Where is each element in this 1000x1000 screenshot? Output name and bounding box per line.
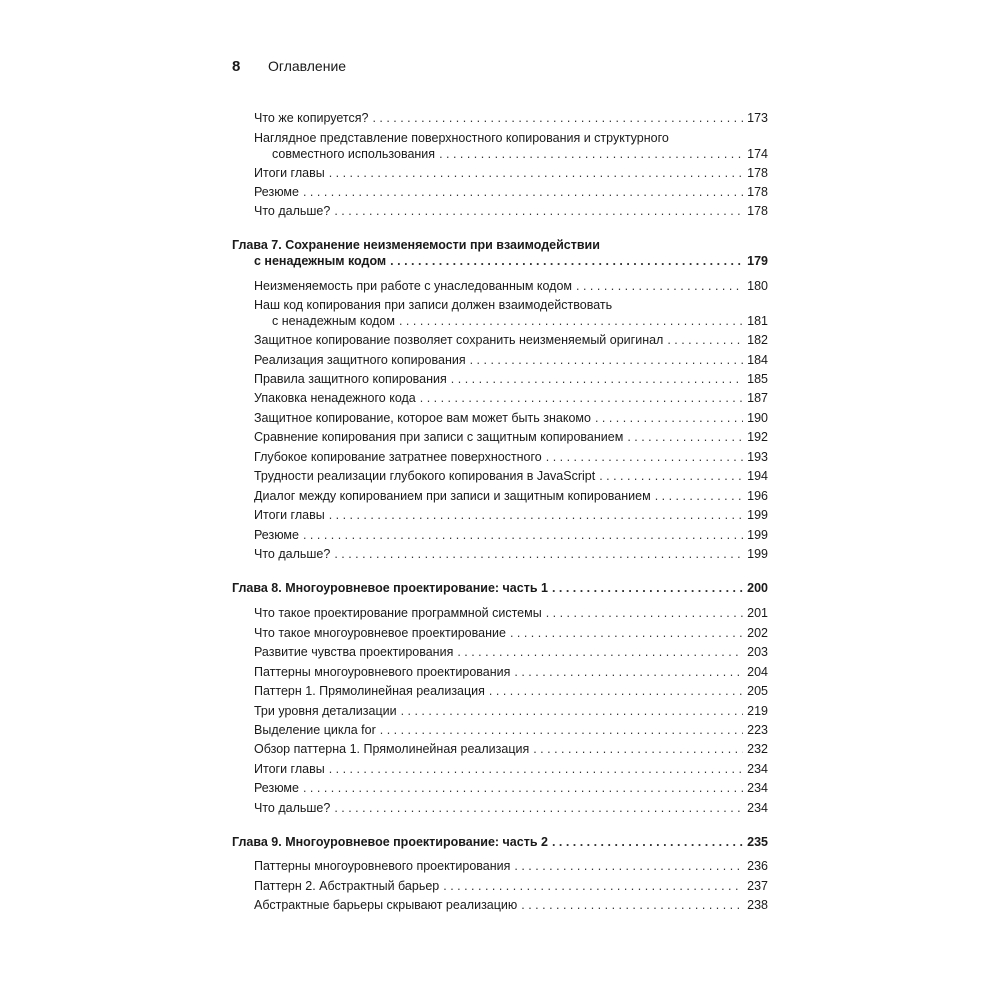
toc-entry-title: Паттерны многоуровневого проектирования	[254, 859, 511, 873]
toc-entry-title: Что дальше?	[254, 204, 331, 218]
toc-section-entry	[254, 165, 768, 181]
toc-entry-title: Сравнение копирования при записи с защитным копированием	[254, 430, 624, 444]
dot-leader	[372, 110, 743, 126]
toc-entry-page: 193	[747, 450, 768, 464]
dot-leader	[334, 203, 743, 219]
dot-leader	[420, 390, 743, 406]
toc-section-entry	[254, 703, 768, 719]
toc-entry-page: 199	[747, 528, 768, 542]
toc-chapter-entry	[232, 237, 768, 269]
toc-entry-page: 173	[747, 111, 768, 125]
toc-entry-page: 174	[747, 147, 768, 161]
dot-leader	[599, 468, 743, 484]
toc-entry-title: Итоги главы	[254, 508, 325, 522]
dot-leader	[329, 507, 743, 523]
toc-section-entry	[254, 184, 768, 200]
toc-entry-title: Защитное копирование, которое вам может быть знакомо	[254, 411, 591, 425]
toc-entry-title: Итоги главы	[254, 166, 325, 180]
dot-leader	[627, 429, 743, 445]
toc-entry-title: Трудности реализации глубокого копирования в JavaScript	[254, 469, 596, 483]
dot-leader	[401, 703, 744, 719]
toc-section-entry	[254, 203, 768, 219]
toc-entry-page: 203	[747, 645, 768, 659]
toc-section-entry	[254, 130, 768, 162]
toc-entry-title-line1: Глава 7. Сохранение неизменяемости при взаимодействии	[232, 238, 600, 252]
toc-entry-page: 200	[747, 581, 768, 595]
toc-entry-title: Упаковка ненадежного кода	[254, 391, 416, 405]
dot-leader	[510, 625, 743, 641]
dot-leader	[303, 780, 743, 796]
dot-leader	[552, 580, 743, 596]
toc-section-entry	[254, 371, 768, 387]
toc-entry-page: 185	[747, 372, 768, 386]
toc-entry-page: 192	[747, 430, 768, 444]
toc-entry-page: 179	[747, 254, 768, 268]
toc-entry-title: Что дальше?	[254, 801, 331, 815]
toc-entry-title-line1: Наш код копирования при записи должен взаимодействовать	[254, 298, 613, 312]
toc-section-entry	[254, 858, 768, 874]
toc-entry-title: с ненадежным кодом	[272, 314, 395, 328]
toc-entry-page: 204	[747, 665, 768, 679]
dot-leader	[576, 278, 743, 294]
toc-entry-title: Защитное копирование позволяет сохранить неизменяемый оригинал	[254, 333, 664, 347]
toc-entry-title: Глава 8. Многоуровневое проектирование: часть 1	[232, 581, 548, 595]
toc-entry-title: Резюме	[254, 185, 299, 199]
dot-leader	[533, 741, 743, 757]
toc-entry-page: 232	[747, 742, 768, 756]
dot-leader	[655, 488, 743, 504]
toc-entry-page: 234	[747, 801, 768, 815]
toc-entry-page: 202	[747, 626, 768, 640]
toc-section-entry	[254, 878, 768, 894]
toc-entry-title: Паттерн 2. Абстрактный барьер	[254, 879, 440, 893]
dot-leader	[514, 858, 743, 874]
toc-chapter-entry	[232, 580, 768, 596]
toc-entry-title: Резюме	[254, 528, 299, 542]
dot-leader	[303, 184, 743, 200]
toc-entry-title: Развитие чувства проектирования	[254, 645, 454, 659]
toc-entry-page: 237	[747, 879, 768, 893]
toc-chapter-entry	[232, 834, 768, 850]
toc-entry-page: 236	[747, 859, 768, 873]
toc-entry-title: Паттерн 1. Прямолинейная реализация	[254, 684, 485, 698]
toc-section-entry	[254, 625, 768, 641]
toc-section-entry	[254, 683, 768, 699]
dot-leader	[552, 834, 743, 850]
page-number: 8	[232, 58, 241, 75]
toc-section-entry	[254, 352, 768, 368]
dot-leader	[546, 605, 743, 621]
toc-entry-page: 201	[747, 606, 768, 620]
toc-entry-page: 234	[747, 762, 768, 776]
toc-section-entry	[254, 780, 768, 796]
toc-section-entry	[254, 761, 768, 777]
toc-entry-page: 184	[747, 353, 768, 367]
toc-entry-title: Реализация защитного копирования	[254, 353, 466, 367]
toc-section-entry	[254, 488, 768, 504]
dot-leader	[380, 722, 743, 738]
toc-section-entry	[254, 390, 768, 406]
toc-entry-page: 238	[747, 898, 768, 912]
dot-leader	[521, 897, 743, 913]
toc-section-entry	[254, 644, 768, 660]
toc-entry-title: с ненадежным кодом	[254, 254, 387, 268]
dot-leader	[595, 410, 743, 426]
dot-leader	[470, 352, 744, 368]
toc-section-entry	[254, 332, 768, 348]
toc-section-entry	[254, 449, 768, 465]
toc-entry-page: 178	[747, 185, 768, 199]
dot-leader	[334, 546, 743, 562]
toc-entry-title: Резюме	[254, 781, 299, 795]
toc-section-entry	[254, 429, 768, 445]
toc-entry-page: 219	[747, 704, 768, 718]
dot-leader	[329, 165, 743, 181]
toc-entry-page: 190	[747, 411, 768, 425]
toc-section-entry	[254, 507, 768, 523]
toc-entry-title: Паттерны многоуровневого проектирования	[254, 665, 511, 679]
toc-section-entry	[254, 722, 768, 738]
toc-entry-title: Глубокое копирование затратнее поверхностного	[254, 450, 542, 464]
toc-section-entry	[254, 110, 768, 126]
dot-leader	[399, 313, 743, 329]
dot-leader	[439, 146, 743, 162]
toc-entry-title-line1: Наглядное представление поверхностного копирования и структурного	[254, 131, 669, 145]
toc-section-entry	[254, 297, 768, 329]
toc-entry-title: Абстрактные барьеры скрывают реализацию	[254, 898, 518, 912]
toc-entry-title: Три уровня детализации	[254, 704, 397, 718]
toc-entry-page: 180	[747, 279, 768, 293]
toc-entry-title: Выделение цикла for	[254, 723, 376, 737]
toc-entry-page: 187	[747, 391, 768, 405]
toc-entry-title: Неизменяемость при работе с унаследованным кодом	[254, 279, 573, 293]
dot-leader	[667, 332, 743, 348]
toc-entry-page: 194	[747, 469, 768, 483]
toc-entry-page: 223	[747, 723, 768, 737]
toc-entry-page: 178	[747, 166, 768, 180]
toc-entry-page: 199	[747, 547, 768, 561]
toc-entry-page: 235	[747, 835, 768, 849]
toc-section-entry	[254, 527, 768, 543]
toc-entry-title: Что такое проектирование программной системы	[254, 606, 542, 620]
toc-section-entry	[254, 410, 768, 426]
dot-leader	[303, 527, 743, 543]
dot-leader	[457, 644, 743, 660]
toc-section-entry	[254, 664, 768, 680]
dot-leader	[546, 449, 743, 465]
toc-entry-page: 196	[747, 489, 768, 503]
dot-leader	[514, 664, 743, 680]
toc-entry-title: Диалог между копированием при записи и защитным копированием	[254, 489, 651, 503]
toc-entry-page: 181	[747, 314, 768, 328]
header-title: Оглавление	[268, 58, 347, 74]
dot-leader	[390, 253, 743, 269]
toc-entry-title: Глава 9. Многоуровневое проектирование: часть 2	[232, 835, 548, 849]
toc-entry-title: Правила защитного копирования	[254, 372, 447, 386]
toc-section-entry	[254, 800, 768, 816]
toc-section-entry	[254, 468, 768, 484]
toc-section-entry	[254, 278, 768, 294]
toc-entry-page: 205	[747, 684, 768, 698]
toc-entry-page: 182	[747, 333, 768, 347]
toc-section-entry	[254, 605, 768, 621]
dot-leader	[489, 683, 743, 699]
dot-leader	[334, 800, 743, 816]
toc-entry-title: совместного использования	[272, 147, 436, 161]
toc-entry-page: 234	[747, 781, 768, 795]
dot-leader	[451, 371, 743, 387]
toc-entry-title: Итоги главы	[254, 762, 325, 776]
toc-section-entry	[254, 546, 768, 562]
toc-section-entry	[254, 897, 768, 913]
toc-section-entry	[254, 741, 768, 757]
toc-entry-title: Что же копируется?	[254, 111, 369, 125]
toc-entry-page: 199	[747, 508, 768, 522]
toc-entry-page: 178	[747, 204, 768, 218]
dot-leader	[443, 878, 743, 894]
toc-entry-title: Что такое многоуровневое проектирование	[254, 626, 506, 640]
dot-leader	[329, 761, 743, 777]
toc-entry-title: Обзор паттерна 1. Прямолинейная реализация	[254, 742, 530, 756]
toc-entry-title: Что дальше?	[254, 547, 331, 561]
